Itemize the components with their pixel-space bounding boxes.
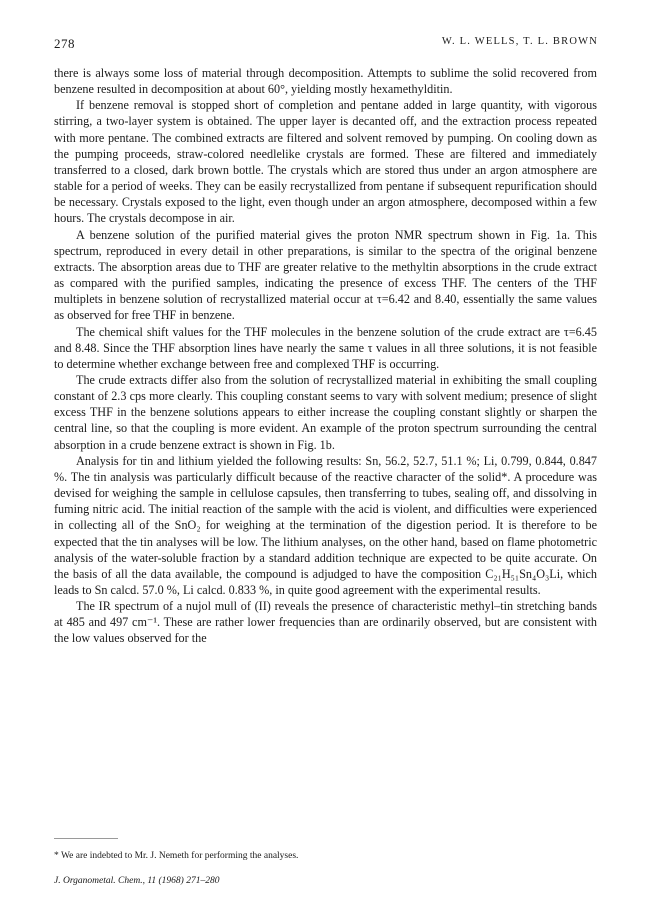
paragraph-2: If benzene removal is stopped short of completion and pentane added in large quantity, with vigorous stirring, a two-layer system is obtained. The upper layer is decanted off, and the extraction process repeated with more pentane. The combined extracts are filtered and solvent removed by pumping. On cooling down as the pumping proceeds, straw-colored needlelike crystals are formed. These are filtered and immediately transferred to a closed, dark brown bottle. The crystals which are stored thus under an argon atmosphere are stable for a period of weeks. They can be easily recrystallized from pentane if subsequent repurification should be necessary. Crystals exposed to the light, even though under an argon atmosphere, decomposed within a few hours. The crystals decompose in air. — [54, 98, 597, 226]
footnote-divider — [54, 838, 118, 839]
paragraph-7: The IR spectrum of a nujol mull of (II) reveals the presence of characteristic methyl–tin stretching bands at 485 and 497 cm⁻¹. These are rather lower frequencies than are ordinarily observed, but are consistent with the low values observed for the — [54, 599, 597, 646]
page-number: 278 — [54, 36, 75, 51]
paragraph-5: The crude extracts differ also from the solution of recrystallized material in exhibiting the small coupling constant of 2.3 cps more clearly. This coupling constant seems to vary with solvent medium; presence of slight excess THF in the benzene solutions appears to either increase the coupling constant slightly or sharpen the central line, so that the coupling is more evident. An example of the proton spectrum surrounding the central absorption in a crude benzene extract is shown in Fig. 1b. — [54, 372, 597, 452]
body-text — [54, 65, 597, 647]
paragraph-4: The chemical shift values for the THF molecules in the benzene solution of the crude extract are τ=6.45 and 8.48. Since the THF absorption lines have nearly the same τ values in all three solutions, it is not feasible to determine whether exchange between free and complexed THF is occurring. — [54, 324, 597, 371]
paragraph-3: A benzene solution of the purified material gives the proton NMR spectrum shown in Fig. 1a. This spectrum, reproduced in every detail in other preparations, is similar to the spectra of the original benzene extracts. The absorption areas due to THF are greater relative to the methyltin absorptions in the crude extract as compared with the purified samples, indicating the presence of excess THF. The centers of the THF multiplets in benzene solution of recrystallized material occur at τ=6.42 and 8.40, essentially the same values as observed for free THF in benzene. — [54, 227, 597, 323]
page-header — [54, 36, 598, 52]
running-head: W. L. WELLS, T. L. BROWN — [441, 36, 598, 47]
paragraph-1: there is always some loss of material through decomposition. Attempts to sublime the solid recovered from benzene resulted in decomposition at about 60°, yielding mostly hexamethylditin. — [54, 66, 597, 97]
paragraph-6: Analysis for tin and lithium yielded the following results: Sn, 56.2, 52.7, 51.1 %; Li, 0.799, 0.844, 0.847 %. The tin analysis was particularly difficult because of the reactive character of the solid*. A procedure was devised for weighing the sample in cellulose capsules, then transferring to tubes, sealing off, and dissolving in fuming nitric acid. The initial reaction of the sample with the acid is violent, and difficulties were experienced in collecting all of the SnO₂ for weighing at the termination of the digestion period. It is therefore to be expected that the tin analyses will be low. The lithium analyses, on the other hand, based on flame photometric analysis of the water-soluble fraction by a standard addition technique are expected to be quite accurate. On the basis of all the data available, the compound is adjudged to have the composition C₂₁H₅₁Sn₄O₃Li, which leads to Sn calcd. 57.0 %, Li calcd. 0.833 %, in quite good agreement with the experimental results. — [54, 453, 597, 597]
journal-citation: J. Organometal. Chem., 11 (1968) 271–280 — [54, 876, 220, 886]
footnote: * We are indebted to Mr. J. Nemeth for performing the analyses. — [54, 851, 299, 861]
